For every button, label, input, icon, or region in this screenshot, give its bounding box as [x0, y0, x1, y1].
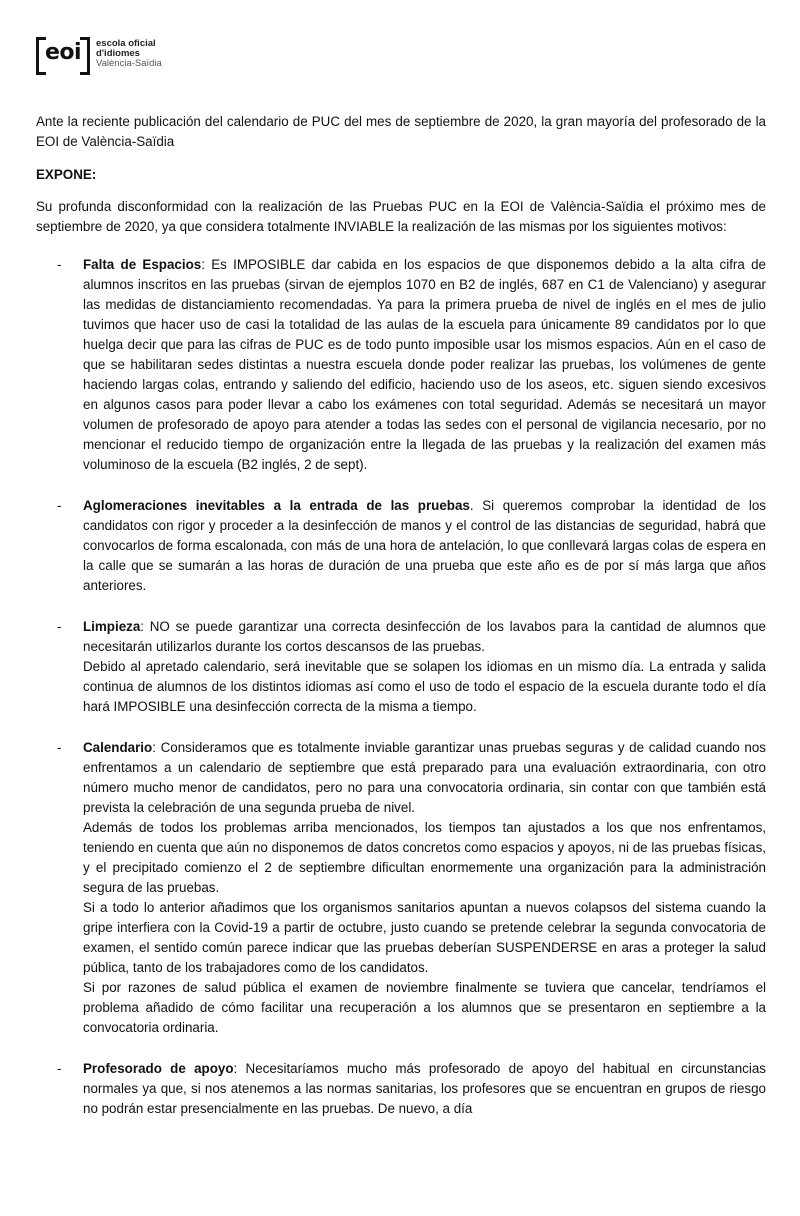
motivo-title: Calendario: [83, 740, 153, 755]
logo-bracket-right: [80, 37, 90, 75]
motivo-paragraph: [83, 978, 766, 1038]
motivo-paragraph: [83, 496, 766, 596]
eoi-logo-mark: [36, 37, 90, 71]
motivo-paragraph: [83, 1059, 766, 1119]
motivo-paragraph: [83, 818, 766, 898]
motivo-item: [36, 617, 766, 717]
motivos-list: [36, 255, 766, 1119]
logo-line-3: València-Saïdia: [96, 58, 162, 69]
motivo-text: Además de todos los problemas arriba mencionados, los tiempos tan ajustados a los que nos enfrentamos, teniendo en cuenta que aún no disponemos de datos concretos como espacios y apoyos, ni de las pruebas físicas, y el precipitado comienzo el 2 de septiembre dificultan enormemente una organización para la administración segura de las pruebas.: [83, 820, 766, 895]
motivo-paragraph: [83, 617, 766, 657]
motivo-text: Si por razones de salud pública el examen de noviembre finalmente se tuviera que cancelar, tendríamos el problema añadido de cómo facilitar una recuperación a los alumnos que se presentaron en septiembre a la convocatoria ordinaria.: [83, 980, 766, 1035]
motivo-title: Profesorado de apoyo: [83, 1061, 234, 1076]
document-body: [36, 112, 766, 1140]
motivo-text: : Necesitaríamos mucho más profesorado de apoyo del habitual en circunstancias normales ya que, si nos atenemos a las normas sanitarias, los profesores que se encuentran en grupos de riesgo no podrán estar presencialmente en las pruebas. De nuevo, a día: [83, 1061, 766, 1116]
motivo-text: : NO se puede garantizar una correcta desinfección de los lavabos para la cantidad de alumnos que necesitarán utilizarlos durante los cortos descansos de las pruebas.: [83, 619, 766, 654]
bullet-dash: -: [57, 257, 62, 272]
bullet-dash: -: [57, 1061, 62, 1076]
motivo-item: [36, 496, 766, 596]
motivo-item: [36, 255, 766, 475]
motivo-title: Limpieza: [83, 619, 141, 634]
motivo-title: Falta de Espacios: [83, 257, 202, 272]
eoi-logo: [36, 37, 162, 71]
motivo-text: Si a todo lo anterior añadimos que los organismos sanitarios apuntan a nuevos colapsos del sistema cuando la gripe interfiera con la Covid-19 a partir de octubre, justo cuando se pretende celebrar la segunda convocatoria de examen, el sentido común parece indicar que las pruebas deberían SUSPENDERSE en aras a proteger la salud pública, tanto de los trabajadores como de los candidatos.: [83, 900, 766, 975]
motivo-paragraph: [83, 255, 766, 475]
logo-line-1: escola oficial: [96, 38, 156, 49]
logo-mark-text: eoi: [45, 40, 82, 65]
logo-line-2: d'idiomes: [96, 48, 140, 59]
bullet-dash: -: [57, 619, 62, 634]
motivo-text: . Si queremos comprobar la identidad de los candidatos con rigor y proceder a la desinfección de manos y el control de las distancias de seguridad, habrá que convocarlos de forma escalonada, con más de una hora de antelación, lo que conllevará largas colas de espera en la calle que se sumarán a las horas de duración de una prueba que este año es de por sí más larga que años anteriores.: [83, 498, 766, 593]
motivo-text: : Consideramos que es totalmente inviable garantizar unas pruebas seguras y de calidad cuando nos enfrentamos a un calendario de septiembre que está preparado para una evaluación extraordinaria, con otro número mucho menor de candidatos, pero no para una convocatoria ordinaria, sin contar con que también está prevista la celebración de una segunda prueba de nivel.: [83, 740, 766, 815]
expone-heading: EXPONE:: [36, 167, 97, 182]
motivo-paragraph: [83, 898, 766, 978]
motivo-text: : Es IMPOSIBLE dar cabida en los espacios de que disponemos debido a la alta cifra de alumnos inscritos en las pruebas (sirvan de ejemplos 1070 en B2 de inglés, 687 en C1 de Valenciano) y asegurar las medidas de distanciamiento recomendadas. Ya para la primera prueba de nivel de inglés en el mes de julio tuvimos que hacer uso de casi la totalidad de las aulas de la escuela para únicamente 89 candidatos por lo que huelga decir que para las cifras de PUC es de todo punto imposible usar los mismos espacios. Aún en el caso de que se habilitaran sedes distintas a nuestra escuela donde poder realizar las pruebas, los volúmenes de gente haciendo largas colas, entrando y saliendo del edificio, haciendo uso de los aseos, etc. siguen siendo excesivos en algunos casos para poder llevar a cabo los exámenes con total seguridad. Además se necesitará un mayor volumen de profesorado de apoyo para atender a todas las sedes con el personal de vigilancia necesario, por no mencionar el reducido tiempo de organización entre la llegada de las pruebas y la realización del examen más voluminoso de la escuela (B2 inglés, 2 de sept).: [83, 257, 766, 472]
intro-paragraph: Ante la reciente publicación del calendario de PUC del mes de septiembre de 2020, la gran mayoría del profesorado de la EOI de València-Saïdia: [36, 114, 766, 149]
motivo-item: [36, 1059, 766, 1119]
motivo-text: Debido al apretado calendario, será inevitable que se solapen los idiomas en un mismo día. La entrada y salida continua de alumnos de los distintos idiomas así como el uso de todo el espacio de la escuela durante todo el día hará IMPOSIBLE una desinfección correcta de la misma a tiempo.: [83, 659, 766, 714]
motivo-paragraph: [83, 657, 766, 717]
bullet-dash: -: [57, 740, 62, 755]
motivo-item: [36, 738, 766, 1038]
bullet-dash: -: [57, 498, 62, 513]
motivo-title: Aglomeraciones inevitables a la entrada de las pruebas: [83, 498, 470, 513]
logo-wordmark: [96, 39, 162, 69]
motivo-paragraph: [83, 738, 766, 818]
lead-paragraph: Su profunda disconformidad con la realización de las Pruebas PUC en la EOI de València-Saïdia el próximo mes de septiembre de 2020, ya que considera totalmente INVIABLE la realización de las mismas por los siguientes motivos:: [36, 199, 766, 234]
